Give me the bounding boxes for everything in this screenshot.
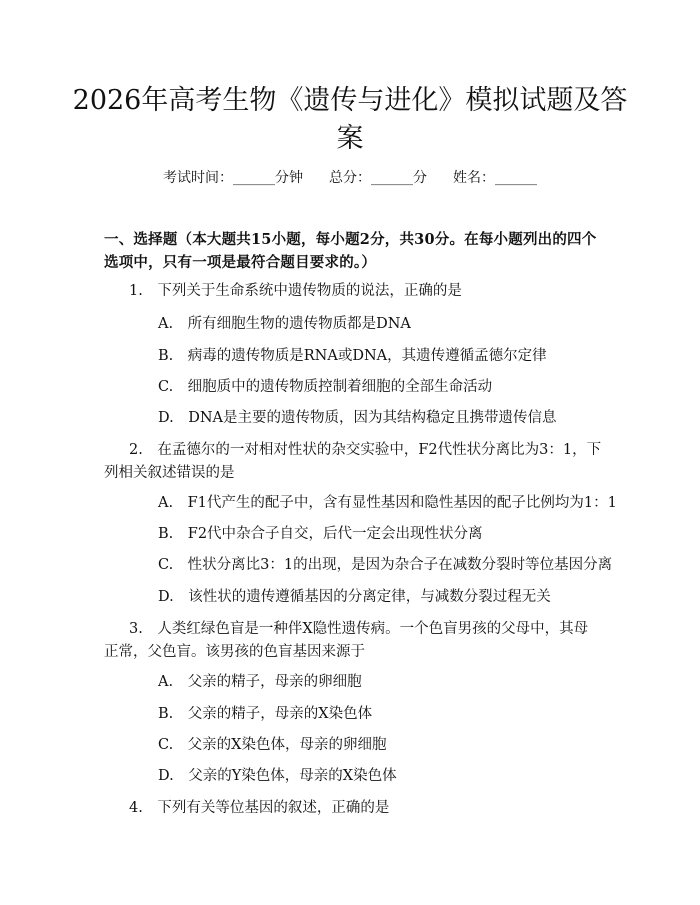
option-2-b: B. F2代中杂合子自交，后代一定会出现性状分离	[158, 526, 483, 542]
option-1-c: C. 细胞质中的遗传物质控制着细胞的全部生命活动	[158, 379, 493, 395]
option-2-d: D. 该性状的遗传遵循基因的分离定律，与减数分裂过程无关	[158, 589, 551, 605]
exam-time-field: 考试时间：______分钟	[163, 170, 303, 186]
option-1-b: B. 病毒的遗传物质是RNA或DNA，其遗传遵循孟德尔定律	[158, 348, 547, 364]
option-2-c: C. 性状分离比3：1的出现，是因为杂合子在减数分裂时等位基因分离	[158, 557, 613, 573]
exam-info-line	[0, 168, 700, 188]
total-score-field: 总分：______分	[329, 170, 427, 186]
option-3-d: D. 父亲的Y染色体，母亲的X染色体	[158, 768, 397, 784]
option-2-a: A. F1代产生的配子中，含有显性基因和隐性基因的配子比例均为1：1	[158, 495, 617, 511]
option-3-c: C. 父亲的X染色体，母亲的卵细胞	[158, 737, 387, 753]
option-1-a: A. 所有细胞生物的遗传物质都是DNA	[158, 316, 411, 332]
option-1-d: D. DNA是主要的遗传物质，因为其结构稳定且携带遗传信息	[158, 410, 557, 426]
option-3-b: B. 父亲的精子，母亲的X染色体	[158, 706, 373, 722]
question-4: 4. 下列有关等位基因的叙述，正确的是	[129, 800, 390, 816]
name-field: 姓名：______	[453, 170, 537, 186]
question-1: 1. 下列关于生命系统中遗传物质的说法，正确的是	[129, 283, 462, 299]
section-heading: 一、选择题（本大题共15小题，每小题2分，共30分。在每小题列出的四个选项中，只有一项是最符合题目要求的。）	[104, 231, 597, 271]
question-3: 3. 人类红绿色盲是一种伴X隐性遗传病。一个色盲男孩的父母中，其母正常，父色盲。该男孩的色盲基因来源于	[104, 621, 589, 660]
question-2: 2. 在孟德尔的一对相对性状的杂交实验中，F2代性状分离比为3：1，下列相关叙述错误的是	[104, 442, 602, 481]
page-title: 2026年高考生物《遗传与进化》模拟试题及答案	[72, 85, 628, 154]
option-3-a: A. 父亲的精子，母亲的卵细胞	[158, 674, 362, 690]
